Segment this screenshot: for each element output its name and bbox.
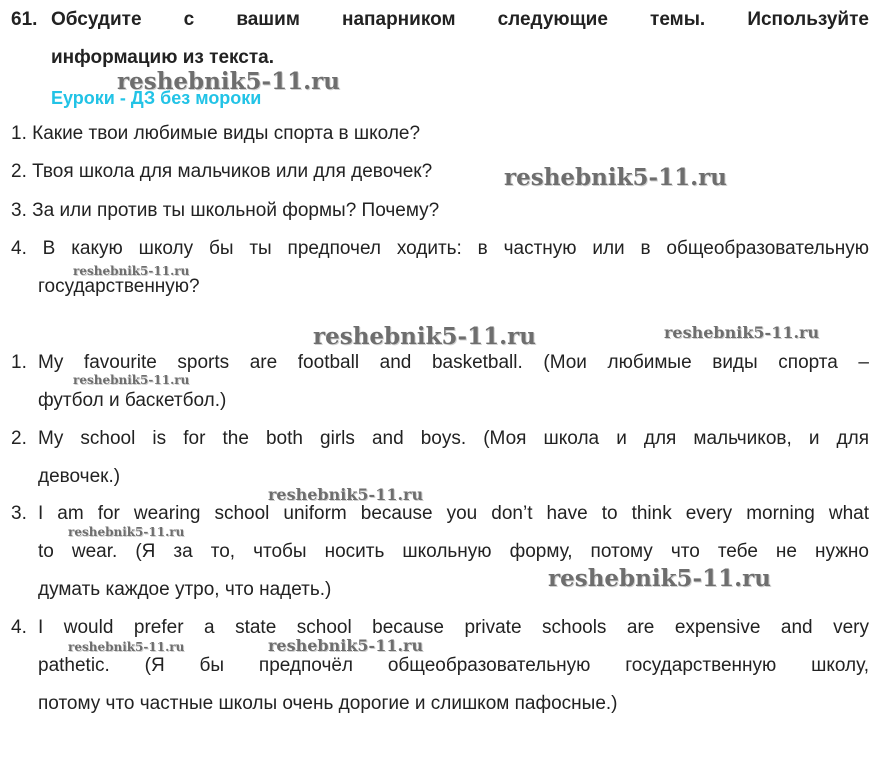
task-heading-line-2: информацию из текста. bbox=[51, 47, 274, 68]
question-3: 3. За или против ты школьной формы? Почему? bbox=[11, 200, 440, 221]
answer-1-number: 1. bbox=[11, 352, 27, 373]
answer-2-line-1: My school is for the both girls and boys. (Моя школа и для мальчиков, и для bbox=[38, 428, 869, 449]
watermark: reshebnik5-11.ru bbox=[73, 373, 190, 387]
brand-text: Еуроки - ДЗ без мороки bbox=[51, 88, 262, 108]
watermark: reshebnik5-11.ru bbox=[313, 323, 536, 350]
answer-3-line-3: думать каждое утро, что надеть.) bbox=[38, 579, 332, 600]
question-4: 4. В какую школу бы ты предпочел ходить: в частную или в общеобразовательную bbox=[11, 238, 869, 259]
task-heading-line-1: Обсудите с вашим напарником следующие темы. Используйте bbox=[51, 9, 869, 30]
answer-2-number: 2. bbox=[11, 428, 27, 449]
watermark: reshebnik5-11.ru bbox=[73, 264, 190, 278]
answer-4-number: 4. bbox=[11, 617, 27, 638]
answer-3-line-2: to wear. (Я за то, чтобы носить школьную форму, потому что тебе не нужно bbox=[38, 541, 869, 562]
watermark: reshebnik5-11.ru bbox=[268, 636, 424, 655]
watermark: reshebnik5-11.ru bbox=[664, 323, 820, 342]
watermark: reshebnik5-11.ru bbox=[548, 565, 771, 592]
answer-4-line-2: pathetic. (Я бы предпочёл общеобразовательную государственную школу, bbox=[38, 655, 869, 676]
answer-3-number: 3. bbox=[11, 503, 27, 524]
watermark: reshebnik5-11.ru bbox=[268, 485, 424, 504]
answer-2-line-2: девочек.) bbox=[38, 466, 121, 487]
task-number: 61. bbox=[11, 9, 38, 30]
question-2: 2. Твоя школа для мальчиков или для девочек? bbox=[11, 161, 433, 182]
watermark: reshebnik5-11.ru bbox=[117, 68, 340, 95]
answer-3-line-1: I am for wearing school uniform because you don’t have to think every morning what bbox=[38, 503, 869, 524]
answer-4-line-1: I would prefer a state school because private schools are expensive and very bbox=[38, 617, 869, 638]
watermark: reshebnik5-11.ru bbox=[68, 640, 185, 654]
question-1: 1. Какие твои любимые виды спорта в школе? bbox=[11, 123, 421, 144]
answer-1-line-2: футбол и баскетбол.) bbox=[38, 390, 227, 411]
question-4-continuation: государственную? bbox=[38, 276, 200, 297]
answer-1-line-1: My favourite sports are football and basketball. (Мои любимые виды спорта – bbox=[38, 352, 869, 373]
watermark: reshebnik5-11.ru bbox=[68, 525, 185, 539]
answer-4-line-3: потому что частные школы очень дорогие и слишком пафосные.) bbox=[38, 693, 618, 714]
watermark: reshebnik5-11.ru bbox=[504, 164, 727, 191]
